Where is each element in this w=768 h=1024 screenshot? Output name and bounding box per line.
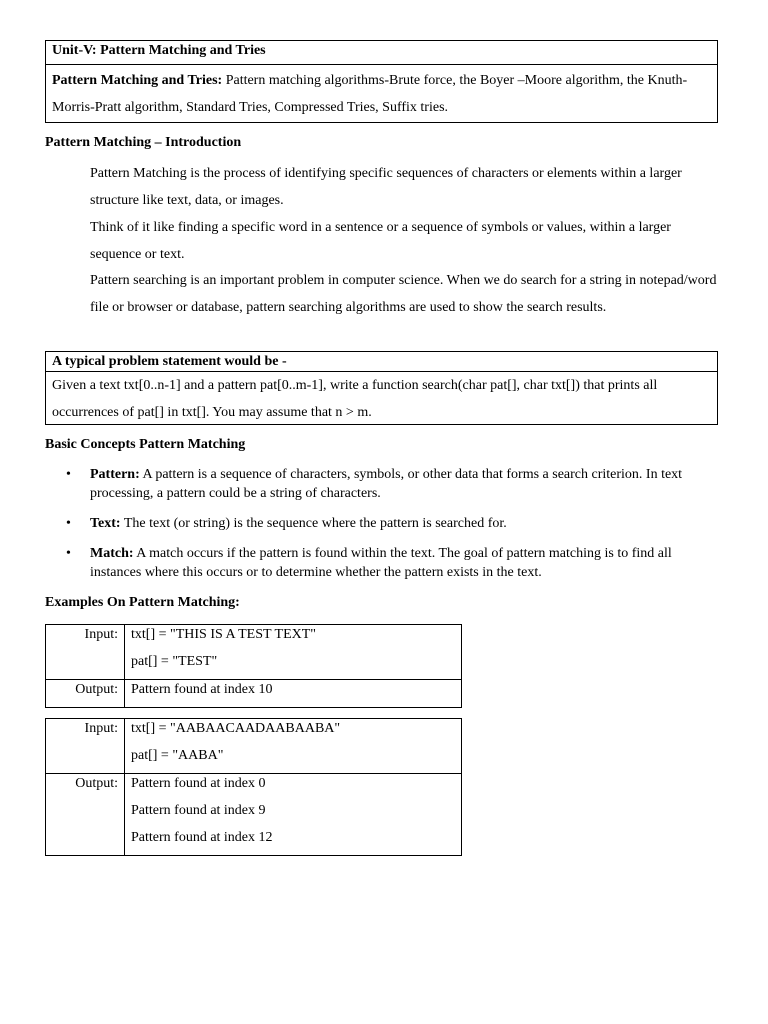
intro-heading: Pattern Matching – Introduction bbox=[45, 135, 242, 150]
concepts-list bbox=[45, 465, 715, 593]
problem-title: A typical problem statement would be - bbox=[46, 352, 717, 372]
output-value-cell bbox=[125, 680, 462, 708]
concept-term: Text: bbox=[90, 516, 121, 531]
input-line: txt[] = "THIS IS A TEST TEXT" bbox=[131, 627, 317, 642]
bullet-icon: • bbox=[66, 546, 71, 561]
concept-term: Pattern: bbox=[90, 467, 140, 482]
output-label: Output: bbox=[75, 776, 118, 791]
bullet-icon: • bbox=[66, 516, 71, 531]
concept-desc: The text (or string) is the sequence where the pattern is searched for. bbox=[120, 516, 507, 531]
input-value-cell bbox=[125, 625, 462, 680]
unit-summary-text: Pattern matching algorithms-Brute force, the Boyer –Moore algorithm, the Knuth-Morris-Pratt algorithm, Standard Tries, Compressed Tries, Suffix tries. bbox=[52, 73, 688, 115]
table-row bbox=[46, 719, 462, 774]
intro-paragraph-3: Pattern searching is an important problem in computer science. When we do search for a string in notepad/word file or browser or database, pattern searching algorithms are used to show the search results. bbox=[90, 273, 717, 315]
intro-paragraph-2: Think of it like finding a specific word in a sentence or a sequence of symbols or values, within a larger sequence or text. bbox=[90, 220, 671, 262]
concept-desc: A pattern is a sequence of characters, symbols, or other data that forms a search criterion. In text processing, a pattern could be a string of characters. bbox=[90, 467, 683, 501]
table-row bbox=[46, 774, 462, 856]
output-line: Pattern found at index 0 bbox=[131, 776, 266, 791]
problem-text: Given a text txt[0..n-1] and a pattern pat[0..m-1], write a function search(char pat[], char txt[]) that prints all occurrences of pat[] in txt[]. You may assume that n > m. bbox=[52, 378, 658, 420]
list-item bbox=[45, 465, 715, 503]
list-item bbox=[45, 544, 715, 582]
concepts-heading: Basic Concepts Pattern Matching bbox=[45, 437, 246, 452]
output-value-cell bbox=[125, 774, 462, 856]
concept-desc: A match occurs if the pattern is found within the text. The goal of pattern matching is to find all instances where this occurs or to determine whether the pattern exists in the text. bbox=[90, 546, 672, 580]
table-row bbox=[46, 680, 462, 708]
input-label-cell bbox=[46, 719, 125, 774]
input-label: Input: bbox=[84, 627, 118, 642]
list-item bbox=[45, 514, 715, 533]
input-line: txt[] = "AABAACAADAABAABA" bbox=[131, 721, 341, 736]
problem-statement-box bbox=[45, 351, 718, 425]
unit-header-box bbox=[45, 40, 718, 123]
unit-summary-label: Pattern Matching and Tries: bbox=[52, 73, 223, 88]
bullet-icon: • bbox=[66, 467, 71, 482]
input-label-cell bbox=[46, 625, 125, 680]
input-line: pat[] = "TEST" bbox=[131, 654, 218, 669]
output-label-cell bbox=[46, 774, 125, 856]
output-line: Pattern found at index 12 bbox=[131, 830, 273, 845]
output-line: Pattern found at index 9 bbox=[131, 803, 266, 818]
concept-term: Match: bbox=[90, 546, 134, 561]
example-table-1 bbox=[45, 624, 462, 708]
input-label: Input: bbox=[84, 721, 118, 736]
unit-summary bbox=[52, 67, 711, 121]
input-value-cell bbox=[125, 719, 462, 774]
example-table-2 bbox=[45, 718, 462, 856]
intro-paragraph-1: Pattern Matching is the process of identifying specific sequences of characters or elements within a larger structure like text, data, or images. bbox=[90, 166, 682, 208]
output-label: Output: bbox=[75, 682, 118, 697]
examples-heading: Examples On Pattern Matching: bbox=[45, 595, 240, 610]
table-row bbox=[46, 625, 462, 680]
output-label-cell bbox=[46, 680, 125, 708]
input-line: pat[] = "AABA" bbox=[131, 748, 224, 763]
unit-title: Unit-V: Pattern Matching and Tries bbox=[46, 41, 717, 65]
output-line: Pattern found at index 10 bbox=[131, 682, 273, 697]
